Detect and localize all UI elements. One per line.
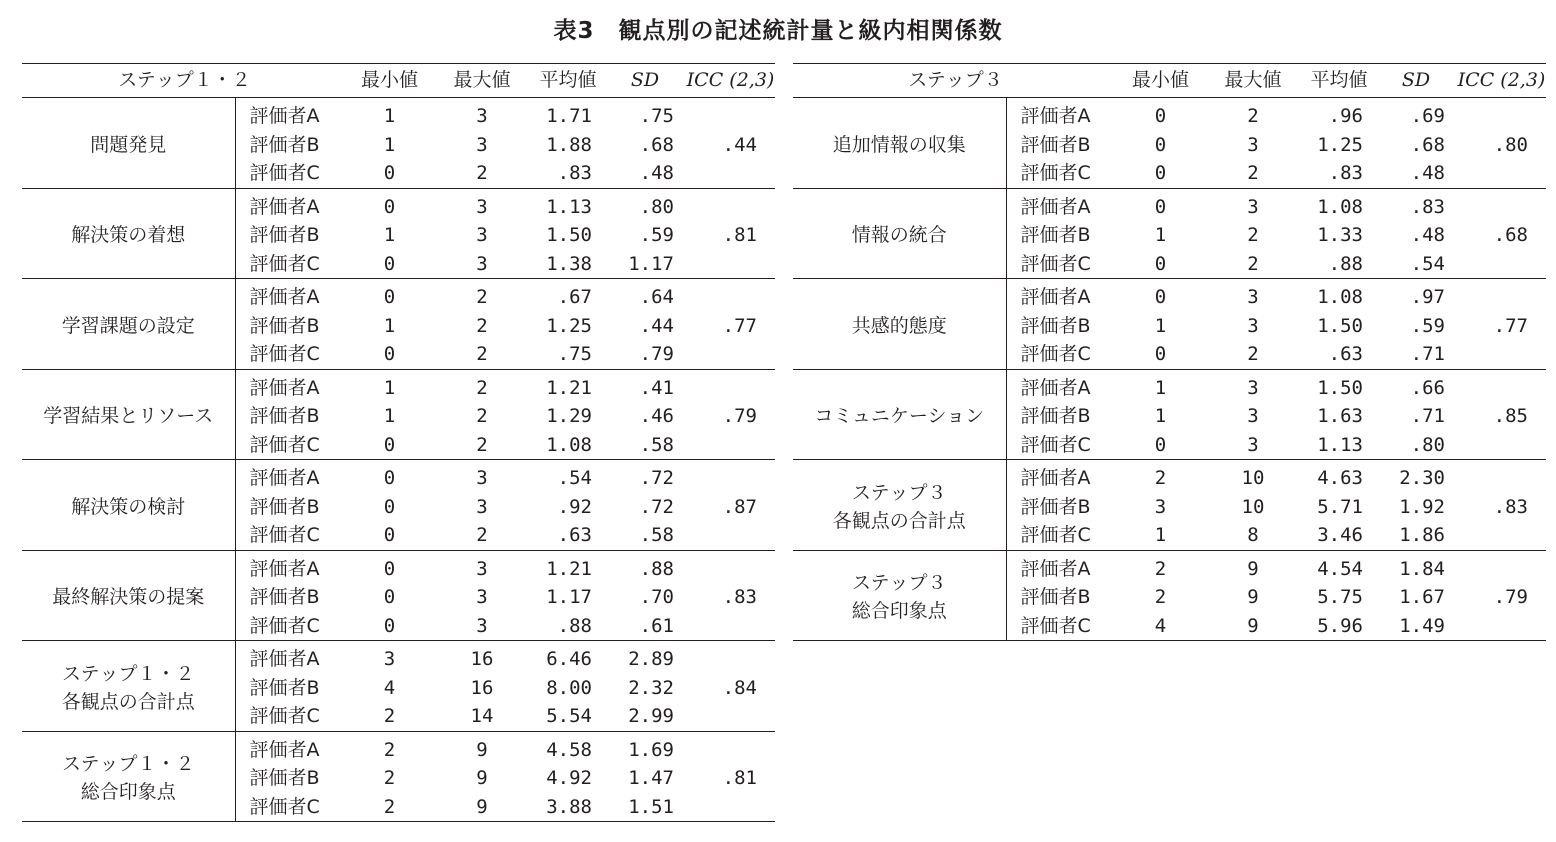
mean-value: 1.08 bbox=[532, 431, 604, 460]
criterion-label-line1: ステップ１・２ bbox=[61, 753, 195, 776]
rater-label: 評価者C bbox=[235, 521, 347, 550]
mean-value: 1.13 bbox=[1303, 431, 1375, 460]
sd-value: .68 bbox=[639, 133, 674, 156]
sd-value: 1.17 bbox=[604, 250, 686, 279]
table-row bbox=[793, 550, 1546, 583]
max-value: 3 bbox=[1203, 431, 1303, 460]
criterion-label-line2: 総合印象点 bbox=[80, 781, 176, 804]
max-value: 3 bbox=[476, 133, 488, 156]
mean-value: 5.54 bbox=[532, 702, 604, 731]
criterion-label-line1: ステップ１・２ bbox=[61, 662, 195, 685]
min-value: 0 bbox=[383, 557, 396, 580]
rater-label: 評価者A bbox=[235, 279, 347, 312]
rater-label: 評価者C bbox=[1006, 250, 1118, 279]
rater-label: 評価者A bbox=[1006, 369, 1118, 402]
max-value: 2 bbox=[432, 521, 532, 550]
min-value: 2 bbox=[383, 767, 396, 789]
sd-value: .64 bbox=[639, 286, 674, 308]
mean-value: 1.25 bbox=[546, 314, 592, 337]
min-value: 1 bbox=[1154, 376, 1167, 399]
mean-value: .54 bbox=[557, 467, 592, 489]
max-value: 3 bbox=[476, 105, 488, 127]
sd-value: .46 bbox=[639, 405, 674, 427]
mean-value: 8.00 bbox=[546, 676, 592, 699]
max-value: 2 bbox=[1247, 105, 1259, 127]
mean-value: .96 bbox=[1328, 105, 1363, 127]
sd-value: .69 bbox=[1410, 105, 1445, 127]
sd-value: .48 bbox=[1410, 224, 1445, 246]
right-min-header: 最小値 bbox=[1118, 64, 1203, 98]
min-value: 0 bbox=[1154, 133, 1167, 156]
rater-label: 評価者B bbox=[235, 402, 347, 431]
sd-value: 1.67 bbox=[1399, 586, 1445, 608]
rater-label: 評価者A bbox=[235, 188, 347, 221]
mean-value: 1.25 bbox=[1317, 133, 1363, 156]
sd-value: .71 bbox=[1410, 405, 1445, 427]
sd-value: .41 bbox=[639, 376, 674, 399]
mean-value: 4.54 bbox=[1317, 557, 1363, 580]
mean-value: 5.96 bbox=[1303, 612, 1375, 641]
rater-label: 評価者B bbox=[235, 764, 347, 793]
sd-value: 1.69 bbox=[628, 738, 674, 761]
rater-label: 評価者B bbox=[235, 130, 347, 159]
icc-value: .83 bbox=[1457, 460, 1546, 551]
min-value: 1 bbox=[383, 105, 396, 127]
criterion-name bbox=[22, 550, 235, 641]
max-value: 9 bbox=[1247, 557, 1259, 580]
min-value: 0 bbox=[383, 586, 396, 608]
mean-value: 4.92 bbox=[546, 767, 592, 789]
criterion-label: 追加情報の収集 bbox=[832, 133, 966, 156]
max-value: 3 bbox=[1247, 405, 1259, 427]
sd-value: .72 bbox=[639, 495, 674, 518]
rater-label: 評価者B bbox=[1006, 221, 1118, 250]
table-row bbox=[22, 731, 775, 764]
icc-value: .44 bbox=[686, 98, 775, 189]
min-value: 1 bbox=[1154, 405, 1167, 427]
sd-value: .58 bbox=[604, 521, 686, 550]
rater-label: 評価者A bbox=[235, 98, 347, 131]
sd-value: .66 bbox=[1410, 376, 1445, 399]
left-sd-header: SD bbox=[604, 64, 686, 98]
rater-label: 評価者C bbox=[1006, 431, 1118, 460]
rater-label: 評価者A bbox=[1006, 550, 1118, 583]
min-value: 2 bbox=[383, 738, 396, 761]
icc-value: .80 bbox=[1457, 98, 1546, 189]
mean-value: .88 bbox=[1303, 250, 1375, 279]
mean-value: 1.29 bbox=[546, 405, 592, 427]
table-row bbox=[22, 98, 775, 131]
min-value: 1 bbox=[383, 405, 396, 427]
mean-value: 1.21 bbox=[546, 376, 592, 399]
max-value: 14 bbox=[432, 702, 532, 731]
sd-value: .59 bbox=[639, 224, 674, 246]
max-value: 3 bbox=[476, 467, 488, 489]
max-value: 2 bbox=[1203, 250, 1303, 279]
mean-value: .88 bbox=[532, 612, 604, 641]
mean-value: 3.46 bbox=[1303, 521, 1375, 550]
mean-value: 1.08 bbox=[1317, 286, 1363, 308]
icc-value: .84 bbox=[686, 641, 775, 732]
max-value: 3 bbox=[476, 195, 488, 218]
mean-value: 1.71 bbox=[546, 105, 592, 127]
min-value: 0 bbox=[1154, 105, 1167, 127]
criterion-name bbox=[22, 98, 235, 189]
rater-label: 評価者C bbox=[235, 431, 347, 460]
sd-value: .83 bbox=[1410, 195, 1445, 218]
min-value: 1 bbox=[383, 133, 396, 156]
criterion-name bbox=[793, 98, 1006, 189]
rater-label: 評価者A bbox=[235, 369, 347, 402]
rater-label: 評価者A bbox=[1006, 188, 1118, 221]
table-row bbox=[22, 188, 775, 221]
max-value: 2 bbox=[476, 286, 488, 308]
min-value: 0 bbox=[347, 612, 432, 641]
table-row bbox=[793, 279, 1546, 312]
min-value: 1 bbox=[383, 376, 396, 399]
mean-value: 1.38 bbox=[532, 250, 604, 279]
max-value: 3 bbox=[1247, 195, 1259, 218]
sd-value: .48 bbox=[604, 159, 686, 188]
sd-value: .44 bbox=[639, 314, 674, 337]
left-icc-header: ICC (2,3) bbox=[686, 64, 775, 98]
rater-label: 評価者A bbox=[1006, 279, 1118, 312]
criterion-label: 問題発見 bbox=[90, 133, 167, 156]
sd-value: 1.49 bbox=[1375, 612, 1457, 641]
criterion-label: 学習課題の設定 bbox=[61, 314, 195, 337]
table-row bbox=[22, 641, 775, 674]
mean-value: 1.50 bbox=[1317, 314, 1363, 337]
criterion-name bbox=[793, 460, 1006, 551]
criterion-name bbox=[22, 460, 235, 551]
min-value: 0 bbox=[383, 195, 396, 218]
sd-value: .68 bbox=[1410, 133, 1445, 156]
mean-value: .92 bbox=[557, 495, 592, 518]
criterion-label: 学習結果とリソース bbox=[43, 405, 214, 428]
max-value: 9 bbox=[476, 738, 488, 761]
mean-value: 1.08 bbox=[1317, 195, 1363, 218]
max-value: 9 bbox=[1247, 586, 1259, 608]
rater-label: 評価者B bbox=[1006, 492, 1118, 521]
sd-value: 2.30 bbox=[1399, 467, 1445, 489]
min-value: 0 bbox=[1154, 195, 1167, 218]
criterion-label-line1: ステップ３ bbox=[851, 481, 947, 504]
min-value: 1 bbox=[383, 224, 396, 246]
rater-label: 評価者B bbox=[235, 583, 347, 612]
sd-value: .80 bbox=[1375, 431, 1457, 460]
right-stats-table bbox=[793, 63, 1546, 641]
criterion-label-line1: ステップ３ bbox=[851, 572, 947, 595]
right-mean-header: 平均値 bbox=[1303, 64, 1375, 98]
min-value: 0 bbox=[383, 467, 396, 489]
right-table-body bbox=[793, 98, 1546, 641]
rater-label: 評価者C bbox=[235, 612, 347, 641]
left-step-header: ステップ１・２ bbox=[22, 64, 347, 98]
max-value: 2 bbox=[1203, 159, 1303, 188]
sd-value: .72 bbox=[639, 467, 674, 489]
min-value: 1 bbox=[1154, 224, 1167, 246]
icc-value: .81 bbox=[686, 188, 775, 279]
right-max-header: 最大値 bbox=[1203, 64, 1303, 98]
rater-label: 評価者B bbox=[1006, 130, 1118, 159]
max-value: 16 bbox=[470, 648, 494, 670]
min-value: 2 bbox=[1154, 586, 1167, 608]
sd-value: .59 bbox=[1410, 314, 1445, 337]
sd-value: 1.84 bbox=[1399, 557, 1445, 580]
table-row bbox=[22, 460, 775, 493]
min-value: 0 bbox=[1118, 431, 1203, 460]
min-value: 2 bbox=[1154, 467, 1167, 489]
criterion-name bbox=[22, 279, 235, 370]
max-value: 2 bbox=[432, 340, 532, 369]
min-value: 3 bbox=[1154, 495, 1167, 518]
min-value: 1 bbox=[383, 314, 396, 337]
min-value: 0 bbox=[383, 495, 396, 518]
min-value: 0 bbox=[347, 521, 432, 550]
left-mean-header: 平均値 bbox=[532, 64, 604, 98]
rater-label: 評価者B bbox=[235, 221, 347, 250]
rater-label: 評価者C bbox=[235, 793, 347, 822]
min-value: 0 bbox=[1118, 250, 1203, 279]
mean-value: .63 bbox=[532, 521, 604, 550]
sd-value: .79 bbox=[604, 340, 686, 369]
max-value: 3 bbox=[1247, 376, 1259, 399]
rater-label: 評価者C bbox=[1006, 159, 1118, 188]
criterion-label: 最終解決策の提案 bbox=[52, 586, 205, 609]
max-value: 3 bbox=[476, 224, 488, 246]
left-min-header: 最小値 bbox=[347, 64, 432, 98]
table-row bbox=[22, 369, 775, 402]
min-value: 0 bbox=[1118, 340, 1203, 369]
sd-value: 2.99 bbox=[604, 702, 686, 731]
table-row bbox=[22, 550, 775, 583]
mean-value: 1.33 bbox=[1317, 224, 1363, 246]
sd-value: .97 bbox=[1410, 286, 1445, 308]
sd-value: .61 bbox=[604, 612, 686, 641]
criterion-label-line2: 各観点の合計点 bbox=[61, 690, 195, 713]
icc-value: .77 bbox=[1457, 279, 1546, 370]
rater-label: 評価者C bbox=[1006, 340, 1118, 369]
mean-value: 5.75 bbox=[1317, 586, 1363, 608]
min-value: 4 bbox=[1118, 612, 1203, 641]
max-value: 2 bbox=[476, 314, 488, 337]
table-row bbox=[793, 460, 1546, 493]
max-value: 3 bbox=[476, 495, 488, 518]
rater-label: 評価者B bbox=[1006, 583, 1118, 612]
max-value: 8 bbox=[1203, 521, 1303, 550]
mean-value: 1.50 bbox=[1317, 376, 1363, 399]
left-table-body bbox=[22, 98, 775, 822]
criterion-label: 解決策の検討 bbox=[71, 495, 186, 518]
rater-label: 評価者A bbox=[1006, 460, 1118, 493]
icc-value: .81 bbox=[686, 731, 775, 822]
criterion-label: コミュニケーション bbox=[814, 405, 985, 428]
max-value: 2 bbox=[476, 405, 488, 427]
min-value: 0 bbox=[1118, 159, 1203, 188]
rater-label: 評価者C bbox=[235, 340, 347, 369]
max-value: 2 bbox=[432, 159, 532, 188]
max-value: 3 bbox=[476, 586, 488, 608]
mean-value: 1.88 bbox=[546, 133, 592, 156]
criterion-label: 共感的態度 bbox=[851, 314, 947, 337]
min-value: 4 bbox=[383, 676, 396, 699]
rater-label: 評価者A bbox=[235, 460, 347, 493]
criterion-name bbox=[22, 641, 235, 732]
criterion-label-line2: 総合印象点 bbox=[851, 600, 947, 623]
rater-label: 評価者A bbox=[235, 731, 347, 764]
criterion-label: 情報の統合 bbox=[851, 224, 947, 247]
sd-value: 2.89 bbox=[628, 648, 674, 670]
table-row bbox=[22, 279, 775, 312]
rater-label: 評価者A bbox=[1006, 98, 1118, 131]
mean-value: 1.13 bbox=[546, 195, 592, 218]
rater-label: 評価者A bbox=[235, 550, 347, 583]
mean-value: .67 bbox=[557, 286, 592, 308]
max-value: 3 bbox=[476, 557, 488, 580]
max-value: 9 bbox=[1203, 612, 1303, 641]
criterion-name bbox=[22, 188, 235, 279]
max-value: 10 bbox=[1241, 467, 1265, 489]
sd-value: 1.51 bbox=[604, 793, 686, 822]
min-value: 0 bbox=[347, 340, 432, 369]
left-header-row bbox=[22, 64, 775, 98]
sd-value: .58 bbox=[604, 431, 686, 460]
max-value: 3 bbox=[432, 250, 532, 279]
sd-value: 1.86 bbox=[1375, 521, 1457, 550]
max-value: 2 bbox=[432, 431, 532, 460]
sd-value: .70 bbox=[639, 586, 674, 608]
mean-value: .63 bbox=[1303, 340, 1375, 369]
min-value: 0 bbox=[347, 431, 432, 460]
icc-value: .87 bbox=[686, 460, 775, 551]
criterion-name bbox=[22, 369, 235, 460]
sd-value: .75 bbox=[639, 105, 674, 127]
mean-value: 4.58 bbox=[546, 738, 592, 761]
mean-value: 3.88 bbox=[532, 793, 604, 822]
rater-label: 評価者C bbox=[235, 159, 347, 188]
max-value: 3 bbox=[1247, 314, 1259, 337]
criterion-name bbox=[793, 550, 1006, 641]
sd-value: .48 bbox=[1375, 159, 1457, 188]
min-value: 1 bbox=[1118, 521, 1203, 550]
mean-value: .83 bbox=[532, 159, 604, 188]
right-sd-header: SD bbox=[1375, 64, 1457, 98]
rater-label: 評価者B bbox=[235, 492, 347, 521]
max-value: 3 bbox=[1247, 133, 1259, 156]
rater-label: 評価者B bbox=[235, 673, 347, 702]
sd-value: .80 bbox=[639, 195, 674, 218]
mean-value: 1.50 bbox=[546, 224, 592, 246]
table-title: 表3 観点別の記述統計量と級内相関係数 bbox=[553, 18, 1003, 44]
min-value: 1 bbox=[1154, 314, 1167, 337]
sd-value: 1.47 bbox=[628, 767, 674, 789]
criterion-name bbox=[22, 731, 235, 822]
rater-label: 評価者C bbox=[1006, 612, 1118, 641]
min-value: 2 bbox=[347, 702, 432, 731]
icc-value: .85 bbox=[1457, 369, 1546, 460]
table-row bbox=[793, 98, 1546, 131]
mean-value: 1.21 bbox=[546, 557, 592, 580]
mean-value: .83 bbox=[1303, 159, 1375, 188]
right-header-row bbox=[793, 64, 1546, 98]
sd-value: .54 bbox=[1375, 250, 1457, 279]
icc-value: .79 bbox=[1457, 550, 1546, 641]
rater-label: 評価者B bbox=[235, 311, 347, 340]
min-value: 0 bbox=[347, 250, 432, 279]
table-row bbox=[793, 188, 1546, 221]
criterion-label-line2: 各観点の合計点 bbox=[832, 509, 966, 532]
rater-label: 評価者C bbox=[1006, 521, 1118, 550]
mean-value: 1.63 bbox=[1317, 405, 1363, 427]
max-value: 2 bbox=[476, 376, 488, 399]
rater-label: 評価者A bbox=[235, 641, 347, 674]
criterion-name bbox=[793, 188, 1006, 279]
criterion-label: 解決策の着想 bbox=[71, 224, 186, 247]
left-max-header: 最大値 bbox=[432, 64, 532, 98]
min-value: 0 bbox=[347, 159, 432, 188]
max-value: 9 bbox=[432, 793, 532, 822]
mean-value: .75 bbox=[532, 340, 604, 369]
mean-value: 5.71 bbox=[1317, 495, 1363, 518]
icc-value: .83 bbox=[686, 550, 775, 641]
sd-value: 1.92 bbox=[1399, 495, 1445, 518]
icc-value: .77 bbox=[686, 279, 775, 370]
max-value: 9 bbox=[476, 767, 488, 789]
rater-label: 評価者B bbox=[1006, 402, 1118, 431]
max-value: 10 bbox=[1241, 495, 1265, 518]
rater-label: 評価者C bbox=[235, 702, 347, 731]
sd-value: 2.32 bbox=[628, 676, 674, 699]
sd-value: .71 bbox=[1375, 340, 1457, 369]
icc-value: .68 bbox=[1457, 188, 1546, 279]
max-value: 3 bbox=[432, 612, 532, 641]
icc-value: .79 bbox=[686, 369, 775, 460]
rater-label: 評価者B bbox=[1006, 311, 1118, 340]
max-value: 3 bbox=[1247, 286, 1259, 308]
max-value: 2 bbox=[1203, 340, 1303, 369]
max-value: 16 bbox=[470, 676, 494, 699]
criterion-name bbox=[793, 369, 1006, 460]
mean-value: 4.63 bbox=[1317, 467, 1363, 489]
left-stats-table bbox=[22, 63, 775, 822]
right-icc-header: ICC (2,3) bbox=[1457, 64, 1546, 98]
sd-value: .88 bbox=[639, 557, 674, 580]
mean-value: 6.46 bbox=[546, 648, 592, 670]
min-value: 0 bbox=[383, 286, 396, 308]
min-value: 2 bbox=[1154, 557, 1167, 580]
criterion-name bbox=[793, 279, 1006, 370]
min-value: 3 bbox=[383, 648, 396, 670]
rater-label: 評価者C bbox=[235, 250, 347, 279]
min-value: 2 bbox=[347, 793, 432, 822]
table-row bbox=[793, 369, 1546, 402]
mean-value: 1.17 bbox=[546, 586, 592, 608]
min-value: 0 bbox=[1154, 286, 1167, 308]
right-step-header: ステップ３ bbox=[793, 64, 1118, 98]
max-value: 2 bbox=[1247, 224, 1259, 246]
